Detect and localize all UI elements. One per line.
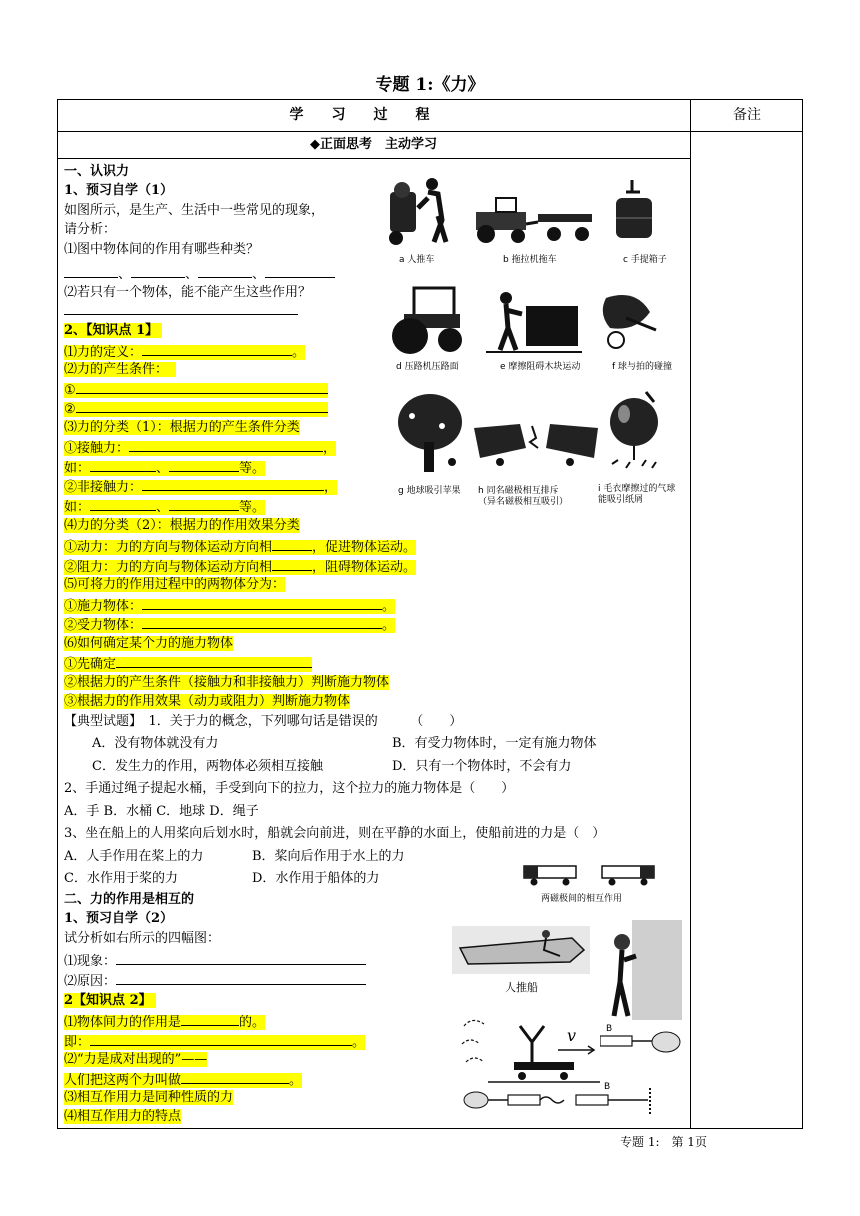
mutual-force-2: ⑵“力是成对出现的”——: [64, 1052, 208, 1067]
section-2-heading: 二、力的作用是相互的: [64, 892, 195, 907]
magnets-figure: [470, 418, 604, 468]
person-pushing-cart-figure: [384, 176, 468, 248]
mutual-force-name: 人们把这两个力叫做 。: [64, 1069, 302, 1088]
question-2-options: A．手 B．水桶 C．地球 D．绳子: [64, 804, 259, 819]
ball-racket-figure: [596, 288, 660, 352]
contact-force-examples: 如： 、 等。: [64, 457, 265, 476]
condition-1: ①: [64, 379, 328, 398]
scale-label-b: B: [606, 1024, 613, 1034]
non-contact-force: ②非接触力： ，: [64, 476, 337, 495]
intro-line: 如图所示，是生产、生活中一些常见的现象，: [64, 203, 325, 218]
tractor-figure: [472, 192, 596, 248]
force-conditions: ⑵力的产生条件：: [64, 360, 176, 379]
answer-blanks: 、 、 、: [64, 263, 335, 282]
friction-block-figure: [486, 290, 582, 354]
caption-i: i 毛衣摩擦过的气球 能吸引纸屑: [598, 484, 676, 505]
boat-figure: [452, 926, 590, 974]
phenomenon-line: ⑴现象：: [64, 950, 366, 969]
two-spring-scales-figure: [462, 1088, 654, 1114]
driving-force: ①动力：力的方向与物体运动方向相 ，促进物体运动。: [64, 536, 416, 555]
magnet-carts-figure: [520, 862, 658, 888]
option-a: A．没有物体就没有力: [92, 736, 219, 751]
scale-label-b: B: [604, 1082, 611, 1092]
knowledge-point-2: 2【知识点 2】: [64, 991, 156, 1010]
classification-2: ⑷力的分类（2）：根据力的作用效果分类: [64, 518, 300, 533]
receiving-object: ②受力物体： 。: [64, 614, 395, 633]
caption-e: e 摩擦阻碍木块运动: [500, 362, 581, 372]
apple-tree-figure: [394, 392, 466, 476]
step-2: ②根据力的产生条件（接触力和非接触力）判断施力物体: [64, 675, 390, 690]
column-header-process: 学习过程: [289, 107, 458, 123]
analysis-prompt: 试分析如右所示的四幅图：: [64, 931, 221, 946]
option-b: B．有受力物体时，一定有施力物体: [392, 736, 597, 751]
option-d: D．水作用于船体的力: [252, 871, 380, 886]
mutual-force-4: ⑷相互作用力的特点: [64, 1109, 182, 1124]
mutual-force-1: ⑴物体间力的作用是 的。: [64, 1011, 265, 1030]
option-c: C．水作用于桨的力: [64, 871, 178, 886]
exerting-object: ①施力物体： 。: [64, 595, 395, 614]
option-a: A．人手作用在桨上的力: [64, 849, 204, 864]
option-c: C．发生力的作用，两物体必须相互接触: [92, 759, 323, 774]
classification-1: ⑶力的分类（1）：根据力的产生条件分类: [64, 420, 300, 435]
caption-g: g 地球吸引苹果: [398, 486, 461, 496]
caption-h: h 同名磁极相互排斥 （异名磁极相互吸引）: [478, 486, 569, 507]
reason-line: ⑵原因：: [64, 970, 366, 989]
caption-f: f 球与拍的碰撞: [612, 362, 673, 372]
preview-heading-2: 1、预习自学（2）: [64, 911, 174, 926]
step-1: ①先确定: [64, 653, 312, 672]
balloon-figure: [606, 388, 662, 472]
section-subheader: ◆正面思考 主动学习: [310, 137, 437, 152]
preview-heading-1: 1、预习自学（1）: [64, 183, 174, 198]
two-objects: ⑸可将力的作用过程中的两物体分为：: [64, 577, 286, 592]
person-pushing-wall-figure: [606, 920, 682, 1020]
caption-d: d 压路机压路面: [396, 362, 459, 372]
spring-scale-figure: [600, 1024, 682, 1058]
column-header-notes: 备注: [733, 107, 761, 123]
contact-force: ①接触力： ，: [64, 437, 336, 456]
option-d: D．只有一个物体时，不会有力: [392, 759, 572, 774]
question-1: ⑴图中物体间的作用有哪些种类？: [64, 242, 260, 257]
page-footer: 专题 1: 第 1页: [620, 1135, 707, 1149]
document-title: 专题 1:《力》: [375, 75, 485, 95]
condition-2: ②: [64, 398, 328, 417]
resisting-force: ②阻力：力的方向与物体运动方向相 ，阻碍物体运动。: [64, 556, 416, 575]
question-2-stem: 2、手通过绳子提起水桶，手受到向下的拉力，这个拉力的施力物体是（ ）: [64, 781, 515, 796]
question-3-stem: 3、坐在船上的人用桨向后划水时，船就会向前进，则在平静的水面上，使船前进的力是（ ）: [64, 826, 606, 841]
caption-a: a 人推车: [399, 255, 435, 265]
knowledge-point-1: 2、【知识点 1】: [64, 321, 162, 340]
option-b: B．桨向后作用于水上的力: [252, 849, 405, 864]
step-3: ③根据力的作用效果（动力或阻力）判断施力物体: [64, 694, 351, 709]
force-definition: ⑴力的定义： 。: [64, 341, 305, 360]
caption-b: b 拖拉机拖车: [503, 255, 557, 265]
caption-boat: 人推船: [505, 981, 538, 994]
mutual-force-meaning: 即： 。: [64, 1031, 365, 1050]
caption-magnets: 两磁极间的相互作用: [541, 894, 623, 904]
intro-line: 请分析：: [64, 222, 117, 237]
section-1-heading: 一、认识力: [64, 164, 130, 179]
question-1-stem: 【典型试题】 1．关于力的概念，下列哪句话是错误的 （ ）: [64, 714, 463, 729]
velocity-label: v: [567, 1026, 577, 1045]
caption-c: c 手提箱子: [623, 255, 667, 265]
non-contact-force-examples: 如： 、 等。: [64, 496, 265, 515]
subheader-divider: [57, 158, 691, 159]
determine-exerting-object: ⑹如何确定某个力的施力物体: [64, 636, 234, 651]
fan-cart-figure: [458, 1014, 600, 1084]
answer-blank: [64, 300, 298, 319]
suitcase-figure: [612, 180, 656, 246]
column-divider: [690, 99, 691, 1129]
road-roller-figure: [384, 284, 470, 356]
mutual-force-3: ⑶相互作用力是同种性质的力: [64, 1090, 234, 1105]
question-2: ⑵若只有一个物体，能不能产生这些作用？: [64, 285, 312, 300]
